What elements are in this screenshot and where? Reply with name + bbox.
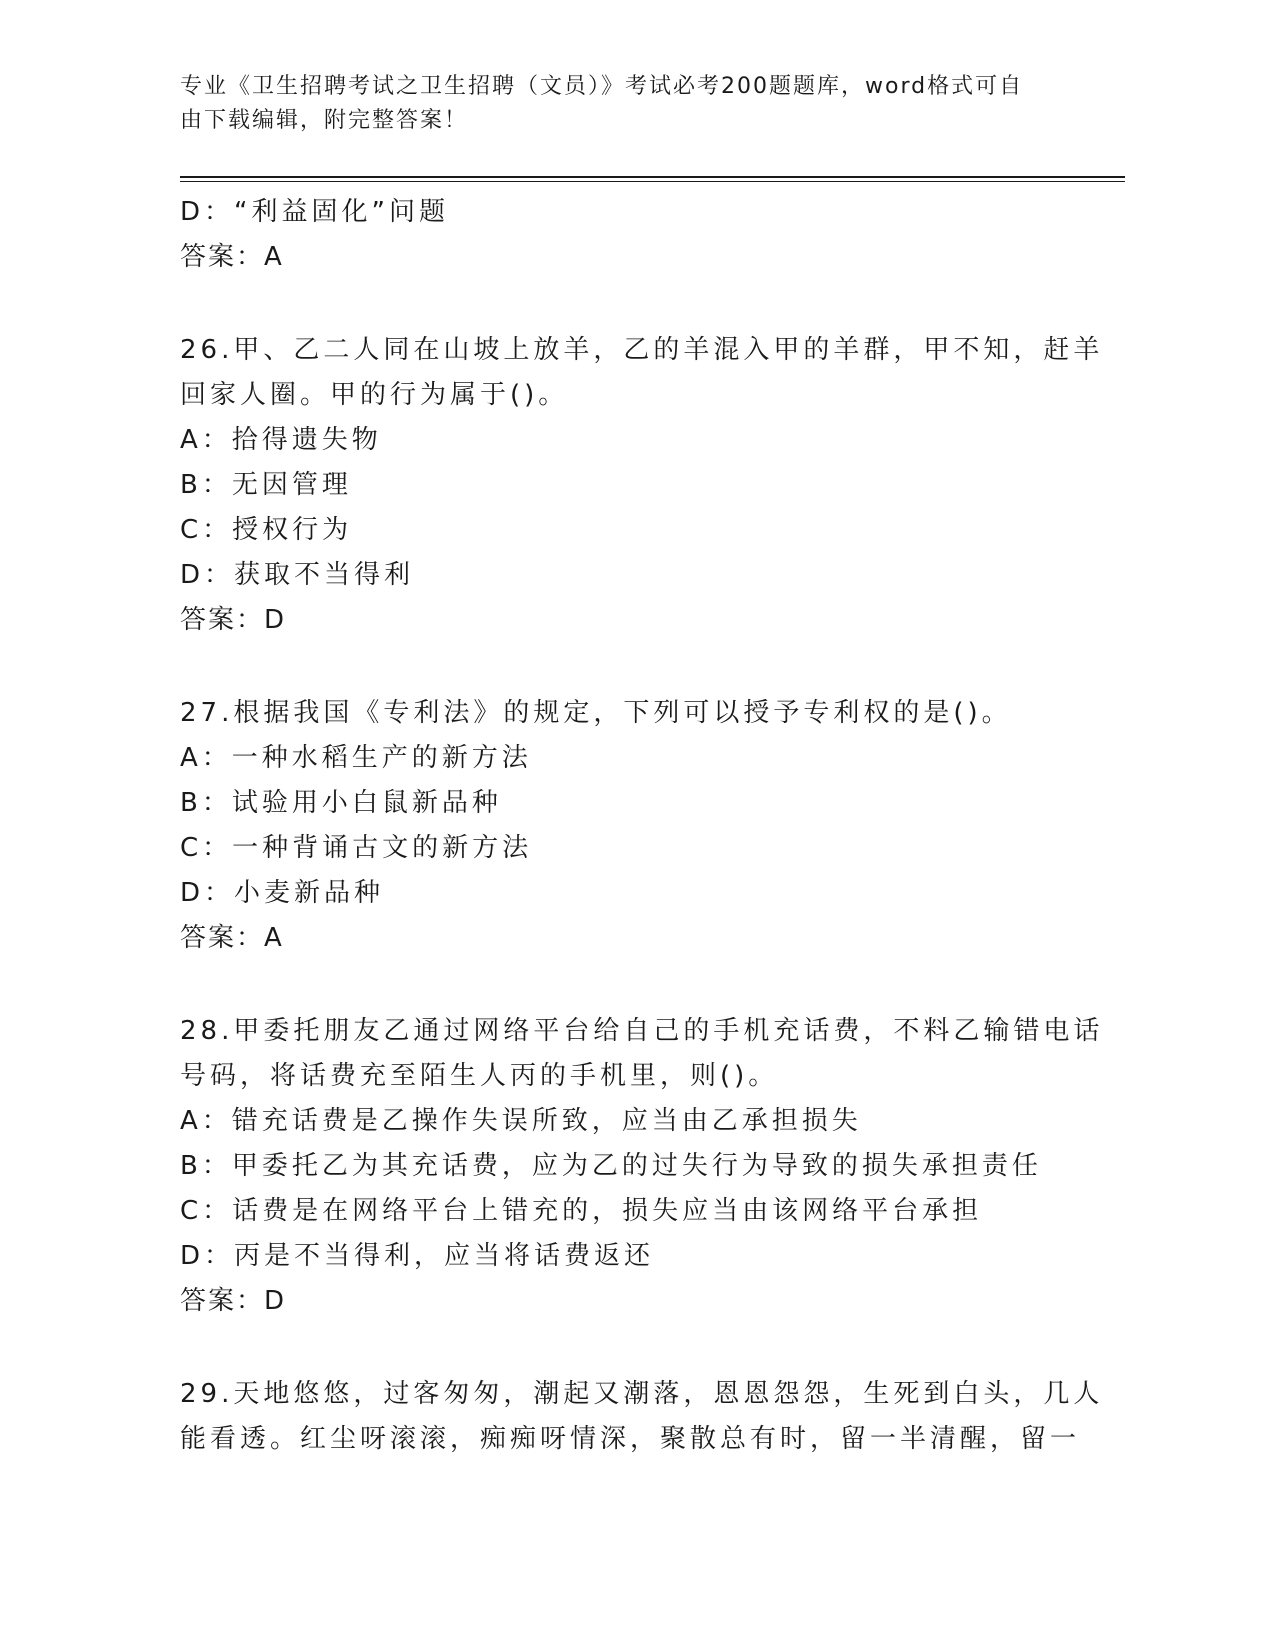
option-a: A：错充话费是乙操作失误所致，应当由乙承担损失 [180, 1106, 862, 1136]
option-a: A：拾得遗失物 [180, 425, 382, 455]
spacer [180, 961, 1080, 1009]
option-c: C：一种背诵古文的新方法 [180, 833, 533, 863]
document-header [180, 70, 1060, 138]
question-stem-cont: 能看透。红尘呀滚滚，痴痴呀情深，聚散总有时，留一半清醒，留一 [180, 1424, 1081, 1454]
question-stem: 26.甲、乙二人同在山坡上放羊，乙的羊混入甲的羊群，甲不知，赶羊 [180, 335, 1104, 365]
question-stem: 29.天地悠悠，过客匆匆，潮起又潮落，恩恩怨怨，生死到白头，几人 [180, 1379, 1104, 1409]
option-d: D：获取不当得利 [180, 560, 415, 590]
answer-line: 答案：D [180, 1286, 287, 1316]
answer-line: 答案：A [180, 242, 284, 272]
question-stem-cont: 号码，将话费充至陌生人丙的手机里，则()。 [180, 1061, 779, 1091]
header-divider-thick [180, 176, 1125, 178]
header-divider-thin [180, 181, 1125, 182]
question-block-25 [180, 190, 1080, 280]
option-d: D：“利益固化”问题 [180, 197, 449, 227]
option-b: B：甲委托乙为其充话费，应为乙的过失行为导致的损失承担责任 [180, 1151, 1042, 1181]
option-b: B：试验用小白鼠新品种 [180, 788, 502, 818]
option-d: D：丙是不当得利，应当将话费返还 [180, 1241, 655, 1271]
header-line-1: 专业《卫生招聘考试之卫生招聘（文员）》考试必考200题题库，word格式可自 [180, 74, 1024, 99]
question-block-29 [180, 1372, 1104, 1462]
spacer [180, 280, 1080, 328]
answer-line: 答案：D [180, 605, 287, 635]
spacer [180, 643, 1080, 691]
question-stem-cont: 回家人圈。甲的行为属于()。 [180, 380, 569, 410]
header-line-2: 由下载编辑，附完整答案！ [180, 108, 469, 133]
question-block-28 [180, 1009, 1104, 1324]
question-block-26 [180, 328, 1104, 643]
question-list [180, 190, 1104, 1462]
question-stem: 27.根据我国《专利法》的规定，下列可以授予专利权的是()。 [180, 698, 1012, 728]
question-stem: 28.甲委托朋友乙通过网络平台给自己的手机充话费，不料乙输错电话 [180, 1016, 1104, 1046]
option-b: B：无因管理 [180, 470, 352, 500]
option-d: D：小麦新品种 [180, 878, 385, 908]
option-a: A：一种水稻生产的新方法 [180, 743, 532, 773]
option-c: C：话费是在网络平台上错充的，损失应当由该网络平台承担 [180, 1196, 983, 1226]
answer-line: 答案：A [180, 923, 284, 953]
option-c: C：授权行为 [180, 515, 353, 545]
spacer [180, 1324, 1080, 1372]
question-block-27 [180, 691, 1080, 961]
